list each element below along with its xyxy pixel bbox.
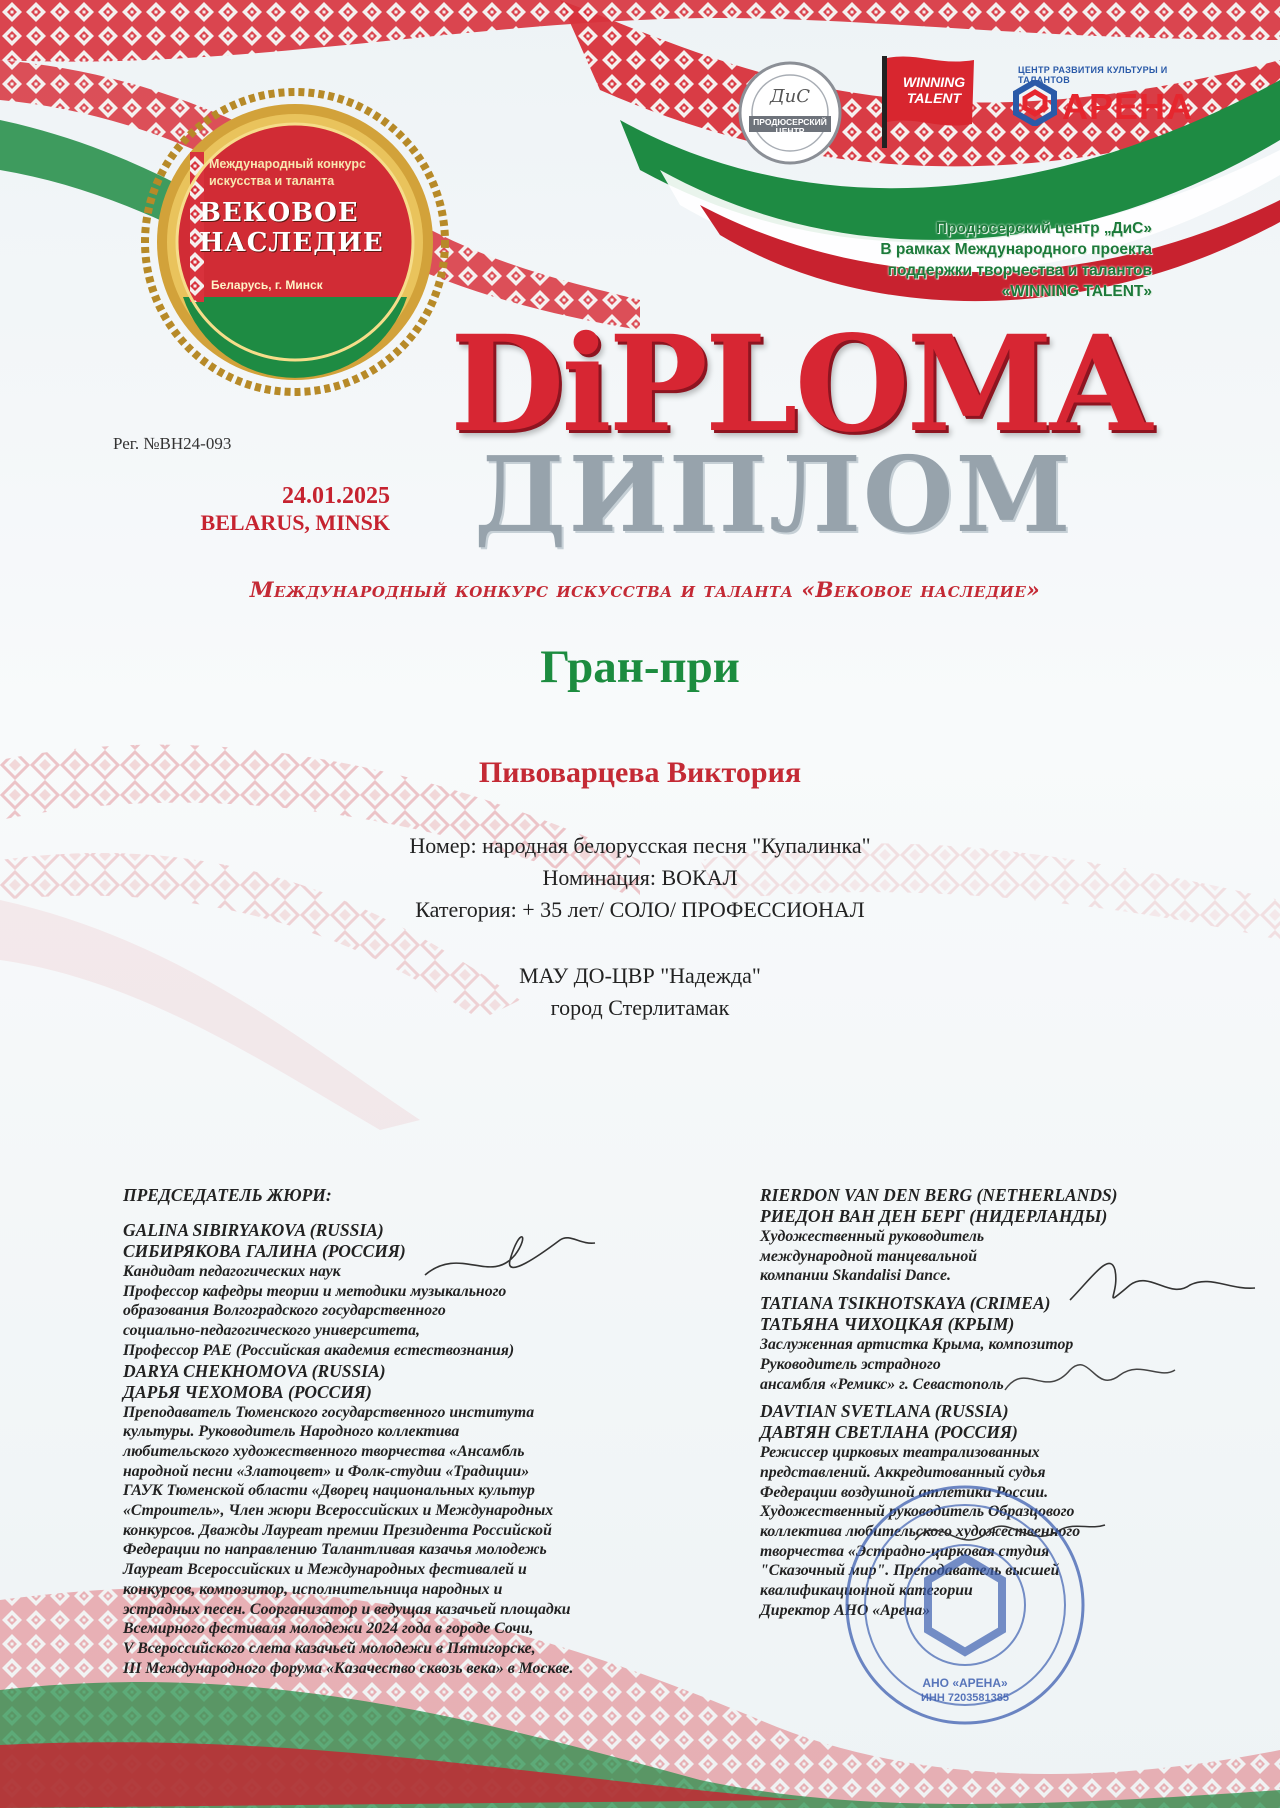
jury-name-en: DAVTIAN SVETLANA (RUSSIA) (760, 1401, 1009, 1422)
dis-logo-text: ПРОДЮСЕРСКИЙ ЦЕНТР (753, 117, 827, 136)
jury-name-en: RIERDON VAN DEN BERG (NETHERLANDS) (760, 1185, 1118, 1205)
producer-line: поддержки творчества и талантов (887, 262, 1152, 279)
jury-name-ru: ДАВТЯН СВЕТЛАНА (РОССИЯ) (760, 1422, 1018, 1443)
jury-name-en: DARYA CHEKHOMOVA (RUSSIA) (123, 1360, 386, 1381)
title-diploma-en: DiPLOMA (450, 307, 1150, 462)
jury-bio-line: любительского художественного творчества «Ансамбль (123, 1442, 525, 1460)
issue-date: 24.01.2025 (282, 483, 390, 509)
jury-bio-line: Лауреат Всероссийских и Международных фестивалей и (123, 1561, 527, 1579)
producer-line: В рамках Международного проекта (880, 241, 1152, 258)
jury-bio-line: Художественный руководитель (760, 1228, 985, 1245)
medallion-title-line1: ВЕКОВОЕ (199, 198, 359, 228)
dis-monogram: ДиС (770, 86, 810, 107)
jury-bio-line: ГАУК Тюменской области «Дворец национальных культур (123, 1482, 535, 1500)
detail-nomination: Номинация: ВОКАЛ (542, 865, 738, 890)
jury-bio-line: культуры. Руководитель Народного коллектива (123, 1423, 460, 1441)
organization (0, 960, 1280, 1024)
detail-category: Категория: + 35 лет/ СОЛО/ ПРОФЕССИОНАЛ (415, 897, 865, 922)
jury-bio-line: коллектива любительского художественного (760, 1523, 1081, 1541)
winning-talent-text (894, 74, 974, 106)
title-diplom-ru: ДИПЛОМ (474, 433, 1073, 556)
jury-bio-line: «Строитель», Член жюри Всероссийских и Международных (123, 1502, 554, 1520)
jury-bio-line: Директор АНО «Арена» (760, 1601, 931, 1619)
jury-name-en: GALINA SIBIRYAKOVA (RUSSIA) (123, 1220, 384, 1240)
jury-bio-line: образования Волгоградского государственного (123, 1302, 446, 1320)
detail-number: Номер: народная белорусская песня "Купалинка" (409, 833, 871, 858)
medallion-title-line2: НАСЛЕДИЕ (199, 228, 384, 258)
jury-name-ru: ДАРЬЯ ЧЕХОМОВА (РОССИЯ) (123, 1381, 372, 1402)
organization-name: МАУ ДО-ЦВР "Надежда" (519, 963, 761, 988)
medallion-city: Беларусь, г. Минск (211, 278, 323, 292)
contest-name: Международный конкурс искусства и таланта «Вековое наследие» (249, 578, 1041, 603)
jury-name-ru: ТАТЬЯНА ЧИХОЦКАЯ (КРЫМ) (760, 1314, 1015, 1335)
producer-line: Продюсерский центр „ДиС» (935, 220, 1152, 237)
winning-talent-line1: WINNING (902, 74, 966, 90)
signature-tsikhotskaya (1000, 1340, 1180, 1410)
stamp-center-text: АНО «АРЕНА» (922, 1676, 1008, 1690)
winning-talent-logo (878, 52, 978, 152)
jury-bio-line: народной песни «Златоцвет» и Фолк-студии «Традиции» (123, 1462, 530, 1480)
jury-bio-line: Кандидат педагогических наук (123, 1263, 341, 1280)
winning-talent-line2: TALENT (906, 90, 962, 106)
jury-bio-line: Художественный руководитель Образцового (760, 1503, 1075, 1521)
jury-bio-line: Режиссер цирковых театрализованных (760, 1444, 1040, 1462)
jury-bio-line: Федерации по направлению Талантливая казачья молодежь (123, 1541, 547, 1559)
award-title: Гран-при (540, 641, 740, 693)
jury-name-ru: СИБИРЯКОВА ГАЛИНА (РОССИЯ) (123, 1241, 406, 1261)
jury-bio-line: Федерации воздушной атлетики России. (760, 1483, 1049, 1501)
jury-bio-line: Профессор РАЕ (Российская академия естествознания) (123, 1341, 515, 1359)
jury-name-en: TATIANA TSIKHOTSKAYA (CRIMEA) (760, 1293, 1051, 1314)
jury-bio-line: Всемирного фестиваля молодежи 2024 года в городе Сочи, (123, 1620, 534, 1638)
jury-bio-line: эстрадных песен. Соорганизатор и ведущая казачьей площадки (123, 1600, 571, 1618)
jury-bio-line: представлений. Аккредитованный судья (760, 1463, 1046, 1481)
arena-subtitle: ЦЕНТР РАЗВИТИЯ КУЛЬТУРЫ И ТАЛАНТОВ (1018, 65, 1168, 85)
medallion-title (199, 198, 409, 258)
producer-line: «WINNING TALENT» (1001, 283, 1152, 300)
jury-member (123, 1361, 723, 1679)
signature-sibiryakova (420, 1215, 620, 1295)
medallion-subtitle: Международный конкурс искусства и таланта (209, 157, 366, 188)
organization-city: город Стерлитамак (550, 995, 730, 1020)
arena-name: АРЕНА (1062, 86, 1194, 127)
jury-bio-line: V Всероссийского слета казачьей молодежи в Пятигорске, (123, 1639, 536, 1657)
issue-location: BELARUS, MINSK (200, 510, 390, 535)
arena-hexagon-icon (1012, 80, 1058, 126)
jury-bio-line: конкурсов. Дважды Лауреат премии Президента Российской (123, 1521, 552, 1539)
contest-medallion (135, 82, 455, 402)
jury-bio-line: Заслуженная артистка Крыма, композитор (760, 1336, 1074, 1354)
jury-bio-line: конкурсов, композитор, исполнительница народных и (123, 1580, 503, 1598)
stamp-inn-text: ИНН 7203581385 (920, 1692, 1010, 1704)
dis-logo-emblem (735, 58, 845, 168)
jury-bio-line: Преподаватель Тюменского государственного института (123, 1403, 535, 1421)
jury-bio-line: международной танцевальной (760, 1247, 977, 1265)
performance-details (0, 830, 1280, 926)
producer-block (800, 218, 1152, 302)
jury-bio-line: "Сказочный мир". Преподаватель высшей (760, 1562, 1060, 1580)
arena-logo (1012, 80, 1222, 130)
dis-logo (735, 58, 845, 168)
registration-number: Рег. №ВН24-093 (113, 434, 232, 453)
jury-heading: ПРЕДСЕДАТЕЛЬ ЖЮРИ: (123, 1185, 332, 1205)
jury-bio-line: III Международного форума «Казачество сквозь века» в Москве. (123, 1659, 574, 1677)
participant-name: Пивоварцева Виктория (478, 756, 802, 789)
jury-bio-line: Профессор кафедры теории и методики музыкального (123, 1282, 507, 1300)
signature-van-den-berg (1060, 1240, 1260, 1330)
jury-bio-line: ансамбля «Ремикс» г. Севастополь (760, 1375, 1004, 1393)
jury-name-ru: РИЕДОН ВАН ДЕН БЕРГ (НИДЕРЛАНДЫ) (760, 1206, 1108, 1226)
jury-bio-line: Руководитель эстрадного (760, 1355, 941, 1373)
jury-bio-line: квалификационной категории (760, 1582, 973, 1600)
jury-bio-line: творчества «Эстрадно-цирковая студия (760, 1542, 1050, 1560)
organization-stamp (840, 1480, 1090, 1730)
jury-bio-line: социально-педагогического университета, (123, 1322, 420, 1340)
jury-bio-line: компании Skandalisi Dance. (760, 1267, 951, 1285)
